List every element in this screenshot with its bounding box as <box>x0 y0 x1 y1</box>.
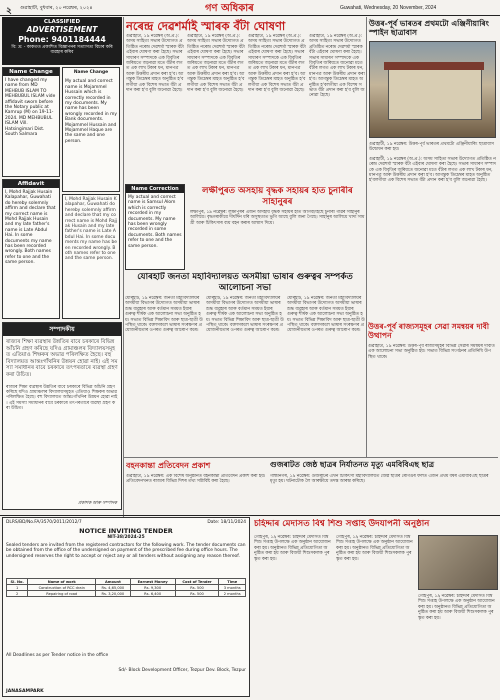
chaiduar-headline: চহিদ্দাৰ মেদাসত বিশ্ব শিশু সপ্তাহ উদযাপনী অনুষ্ঠান <box>254 519 430 529</box>
ad-body: I, Mohd Rajjak Husain Kalapahar, Guwahati do hereby solemnly affirm and declare that my correct name is Mohd Rajjak Husain and my late father's name is Late Abdul Hai. In some documents my name has been recorded wrongly. Both names refer to one and the same person. <box>65 197 117 262</box>
table-cell: Repairing of road <box>28 591 96 597</box>
ad-body: I, Mohd Rajjak Husain Kalapahar, Guwahati do hereby solemnly affirm and declare that my correct name is Mohd Rajjak Husain and my late father's name is Late Abdul Hai. In some documents my name has been recorded wrongly. Both names refer to one and the same person. <box>5 190 56 266</box>
col-divider-1 <box>123 17 124 517</box>
date-right: Guwahati, Wednesday, 20 November, 2024 <box>340 5 437 11</box>
editorial <box>2 322 122 510</box>
notice-table <box>6 578 246 597</box>
book-headline: বহনকান্তা প্ৰতিবেদন প্ৰকাশ <box>126 460 211 470</box>
ne-caption: গুৱাহাটী, ১৯ নৱেম্বৰ: উত্তৰ-পূৰ্ব ভাৰতৰ প্ৰথমটো এঞ্জিনীয়াৰিং ছাত্ৰাবাস উদ্বোধন কৰা হয়। <box>369 142 494 153</box>
classified-subtitle: ADVERTISEMENT <box>26 25 98 34</box>
ad-title: Affidavit <box>3 180 59 188</box>
notice-title: NOTICE INVITING TENDER <box>79 527 173 535</box>
sahitya-body-col-1: যোৰহাট, ১৯ নৱেম্বৰ: জনতা মহাবিদ্যালয়ৰ অসমীয়া বিভাগৰ উদ্যোগত অসমীয়া ভাষাৰ শুদ্ধ ব্যৱহাৰ আৰু বৰ্তমান সময়ত ইয়াৰ গুৰুত্ব শীৰ্ষক এক আলোচনা সভা অনুষ্ঠিত হয়। সভাত বিভিন্ন শিক্ষাবিদ আৰু ছাত্ৰ-ছাত্ৰী উপস্থিত থাকে। বক্তাসকলে ভাষাৰ সংৰক্ষণৰ প্ৰয়োজনীয়তাৰ ওপৰত গুৰুত্ব আৰোপ কৰে। <box>125 296 203 334</box>
affidavit-ad-1 <box>2 179 60 319</box>
notice-col-header: Earnest Money <box>130 579 175 585</box>
editorial-body-2: ৰাজ্যৰ শিক্ষা ব্যৱস্থাৰ উন্নতিৰ বাবে চৰকাৰে বিভিন্ন আঁচনি গ্ৰহণ কৰিছে যদিও গ্ৰামাঞ্চলৰ বিদ্যালয়সমূহত এতিয়াও শিক্ষকৰ অভাৱ পৰিলক্ষিত হৈছে। বহু বিদ্যালয়ত আন্তঃগাঁথনিৰ উন্নয়ন হোৱা নাই। এই সমস্যা সমাধানৰ বাবে চৰকাৰে তৎপৰতাৰে ব্যৱস্থা গ্ৰহণ কৰা উচিত। <box>6 384 118 412</box>
ad-title: Name Change <box>3 68 59 76</box>
table-cell: Rs. 500 <box>175 591 219 597</box>
ad-title: Name Correction <box>126 185 184 193</box>
table-cell: Rs. 9,300 <box>130 585 175 591</box>
notice-col-header: Time <box>219 579 246 585</box>
chaiduar-body-col-2: গোহপুৰ, ১৯ নৱেম্বৰ: চহিদ্দাৰ মেদাসত বিশ্ব শিশু সপ্তাহ উপলক্ষে এক অনুষ্ঠান আয়োজন কৰা হয়। অনুষ্ঠানত বিভিন্ন প্ৰতিযোগিতা অনুষ্ঠিত কৰা হয় আৰু বিজয়ী শিশুসকলক পুৰস্কৃত কৰা হয়। <box>336 535 413 562</box>
classified-phone: Phone: 9401184444 <box>18 35 106 44</box>
classified-box <box>2 17 122 65</box>
ne-body: গুৱাহাটী, ১৯ নৱেম্বৰ (অ.প্ৰ.): অসম সাহিত্য সভাৰ উদ্যোগত প্ৰতিষ্ঠিত নৰেন্দ্ৰ দেৱশৰ্মা স্মাৰক বঁটা এইবাৰ ঘোষণা কৰা হৈছে। সভাৰ সাধাৰণ সম্পাদকে এক বিবৃতিৰ জৰিয়তে জনোৱা মতে বঁটাৰ লগত এক লাখ টকাৰ ধন, মানপত্ৰ আৰু উত্তৰীয় প্ৰদান কৰা হ'ব। আগন্তুক ডিচেম্বৰ মাহত অনুষ্ঠিত হ'বলগীয়া এক বিশেষ সভাত বঁটা প্ৰদান কৰা হ'ব বুলি জনোৱা হৈছে। <box>369 156 496 184</box>
table-cell: Rs. 500 <box>175 585 219 591</box>
notice-col-header: Name of work <box>28 579 96 585</box>
lead-body-col-4: গুৱাহাটী, ১৯ নৱেম্বৰ (অ.প্ৰ.): অসম সাহিত্য সভাৰ উদ্যোগত প্ৰতিষ্ঠিত নৰেন্দ্ৰ দেৱশৰ্মা স্মাৰক বঁটা এইবাৰ ঘোষণা কৰা হৈছে। সভাৰ সাধাৰণ সম্পাদকে এক বিবৃতিৰ জৰিয়তে জনোৱা মতে বঁটাৰ লগত এক লাখ টকাৰ ধন, মানপত্ৰ আৰু উত্তৰীয় প্ৰদান কৰা হ'ব। আগন্তুক ডিচেম্বৰ মাহত অনুষ্ঠিত হ'বলগীয়া এক বিশেষ সভাত বঁটা প্ৰদান কৰা হ'ব বুলি জনোৱা হৈছে। <box>309 34 365 99</box>
notice-date: Date: 18/11/2024 <box>207 520 246 525</box>
tender-notice <box>2 517 250 697</box>
lead-body-col-1: গুৱাহাটী, ১৯ নৱেম্বৰ (অ.প্ৰ.): অসম সাহিত্য সভাৰ উদ্যোগত প্ৰতিষ্ঠিত নৰেন্দ্ৰ দেৱশৰ্মা স্মাৰক বঁটা এইবাৰ ঘোষণা কৰা হৈছে। সভাৰ সাধাৰণ সম্পাদকে এক বিবৃতিৰ জৰিয়তে জনোৱা মতে বঁটাৰ লগত এক লাখ টকাৰ ধন, মানপত্ৰ আৰু উত্তৰীয় প্ৰদান কৰা হ'ব। আগন্তুক ডিচেম্বৰ মাহত অনুষ্ঠিত হ'বলগীয়া এক বিশেষ সভাত বঁটা প্ৰদান কৰা হ'ব বুলি জনোৱা হৈছে। <box>126 34 184 94</box>
book-body: গুৱাহাটী, ১৯ নৱেম্বৰ: এক বিশেষ অনুষ্ঠানত বহনকান্তা প্ৰতিবেদন প্ৰকাশ কৰা হয়। প্ৰতিবেদনখনত ৰাজ্যৰ বিভিন্ন দিশৰ তথ্য সন্নিবিষ্ট কৰা হৈছে। <box>126 474 266 485</box>
lead-body-col-2: গুৱাহাটী, ১৯ নৱেম্বৰ (অ.প্ৰ.): অসম সাহিত্য সভাৰ উদ্যোগত প্ৰতিষ্ঠিত নৰেন্দ্ৰ দেৱশৰ্মা স্মাৰক বঁটা এইবাৰ ঘোষণা কৰা হৈছে। সভাৰ সাধাৰণ সম্পাদকে এক বিবৃতিৰ জৰিয়তে জনোৱা মতে বঁটাৰ লগত এক লাখ টকাৰ ধন, মানপত্ৰ আৰু উত্তৰীয় প্ৰদান কৰা হ'ব। আগন্তুক ডিচেম্বৰ মাহত অনুষ্ঠিত হ'বলগীয়া এক বিশেষ সভাত বঁটা প্ৰদান কৰা হ'ব বুলি জনোৱা হৈছে। <box>187 34 245 94</box>
row-divider-1 <box>124 457 498 458</box>
gujarat-body: গান্ধীনগৰ, ১৯ নৱেম্বৰ: গুজৰাটৰ এখন চিকিৎসা মহাবিদ্যালয়ত জেষ্ঠ ছাত্ৰৰ ৰেগিঙৰ ফলত এজন প্ৰথম বৰ্ষৰ এমবিবিএছ ছাত্ৰৰ মৃত্যু হয়। ঘটনাটোক লৈ আৰক্ষীয়ে তদন্ত আৰম্ভ কৰিছে। <box>270 474 489 485</box>
notice-table-wrap <box>6 578 246 597</box>
janasampark-tag: JANASAMPARK <box>6 689 44 694</box>
notice-footer: All Deadlines as per Tender notice in the office <box>6 653 109 658</box>
name-change-ad-2 <box>62 67 120 192</box>
table-row <box>7 591 246 597</box>
table-cell: 3 months <box>219 585 246 591</box>
ne-headline: উত্তৰ-পূৰ্ব ভাৰতৰ প্ৰথমটো এঞ্জিনীয়াৰিং স্পাইন ছাত্ৰাবাস <box>369 19 489 37</box>
table-cell: 2 <box>7 591 28 597</box>
editorial-signature: প্ৰকাশক আৰু সম্পাদক <box>77 500 117 506</box>
elderly-body: লক্ষীপুৰ, ১৯ নৱেম্বৰ: লক্ষীপুৰৰ এজন অসহায় বৃদ্ধক সহায়ৰ হাত আগবঢ়াইছে চুনাৰী গাঁৱৰ সাহানুৰ আলিয়ে। বৃদ্ধগৰাকীয়ে দীৰ্ঘদিন ধৰি অসুস্থতাত ভুগি আছে বুলি জনা গৈছে। সাহানুৰ আলিয়ে খাদ্য সামগ্ৰী আৰু চিকিৎসাৰ ব্যয় বহন কৰাৰ আশ্বাস দিয়ে। <box>190 210 365 226</box>
name-change-ad-1 <box>2 67 60 177</box>
notice-ref: DLRS/BD/No.FA/3570/2011/2012/7 <box>6 520 82 525</box>
col-divider-2 <box>366 17 367 457</box>
chaiduar-body-col-3: গোহপুৰ, ১৯ নৱেম্বৰ: চহিদ্দাৰ মেদাসত বিশ্ব শিশু সপ্তাহ উপলক্ষে এক অনুষ্ঠান আয়োজন কৰা হয়। অনুষ্ঠানত বিভিন্ন প্ৰতিযোগিতা অনুষ্ঠিত কৰা হয় আৰু বিজয়ী শিশুসকলক পুৰস্কৃত কৰা হয়। <box>418 594 495 621</box>
sahitya-body-col-3: যোৰহাট, ১৯ নৱেম্বৰ: জনতা মহাবিদ্যালয়ৰ অসমীয়া বিভাগৰ উদ্যোগত অসমীয়া ভাষাৰ শুদ্ধ ব্যৱহাৰ আৰু বৰ্তমান সময়ত ইয়াৰ গুৰুত্ব শীৰ্ষক এক আলোচনা সভা অনুষ্ঠিত হয়। সভাত বিভিন্ন শিক্ষাবিদ আৰু ছাত্ৰ-ছাত্ৰী উপস্থিত থাকে। বক্তাসকলে ভাষাৰ সংৰক্ষণৰ প্ৰয়োজনীয়তাৰ ওপৰত গুৰুত্ব আৰোপ কৰে। <box>287 296 365 334</box>
editorial-body: ৰাজ্যৰ শিক্ষা ব্যৱস্থাৰ উন্নতিৰ বাবে চৰকাৰে বিভিন্ন আঁচনি গ্ৰহণ কৰিছে যদিও গ্ৰামাঞ্চলৰ বিদ্যালয়সমূহত এতিয়াও শিক্ষকৰ অভাৱ পৰিলক্ষিত হৈছে। বহু বিদ্যালয়ত আন্তঃগাঁথনিৰ উন্নয়ন হোৱা নাই। এই সমস্যা সমাধানৰ বাবে চৰকাৰে তৎপৰতাৰে ব্যৱস্থা গ্ৰহণ কৰা উচিত। <box>6 339 118 378</box>
page-number: ২ <box>6 5 12 15</box>
table-cell: 2 months <box>219 591 246 597</box>
table-cell: Construction of RCC drain <box>28 585 96 591</box>
date-left: গুৱাহাটী, বুধবাৰ, ২০ নৱেম্বৰ, ২০২৪ <box>20 5 93 11</box>
elderly-headline: লক্ষীপুৰত অসহায় বৃদ্ধক সহায়ৰ হাত চুনাৰীৰ সাহানুৰৰ <box>202 186 353 207</box>
table-cell: Rs. 6,400 <box>130 591 175 597</box>
editorial-title: সম্পাদকীয় <box>3 323 121 336</box>
notice-col-header: Sl. No. <box>7 579 28 585</box>
hostel-photo <box>369 41 496 138</box>
sahitya-body-col-2: যোৰহাট, ১৯ নৱেম্বৰ: জনতা মহাবিদ্যালয়ৰ অসমীয়া বিভাগৰ উদ্যোগত অসমীয়া ভাষাৰ শুদ্ধ ব্যৱহাৰ আৰু বৰ্তমান সময়ত ইয়াৰ গুৰুত্ব শীৰ্ষক এক আলোচনা সভা অনুষ্ঠিত হয়। সভাত বিভিন্ন শিক্ষাবিদ আৰু ছাত্ৰ-ছাত্ৰী উপস্থিত থাকে। বক্তাসকলে ভাষাৰ সংৰক্ষণৰ প্ৰয়োজনীয়তাৰ ওপৰত গুৰুত্ব আৰোপ কৰে। <box>206 296 284 334</box>
notice-col-header: Cost of Tender <box>175 579 219 585</box>
notice-subtitle: NIT-38/2024-25 <box>107 535 145 540</box>
hostel-building <box>388 68 482 120</box>
ad-body: I have changed my name from MD MEHBUB ISLAM TO MEHBUBUL ISLAM vide affidavit sworn before the Notary public at Kamrup (M) on 19-11-2024. MD MEHBUBUL ISLAM Vill. Hatsingimari Dist. South Salmara <box>5 78 56 138</box>
table-cell: Rs. 4,65,000 <box>96 585 131 591</box>
ad-body: My actual and correct name is Samsul Alom which is correctly recorded in my documents. My name has been wrongly recorded in some documents. Both names refer to one and the same person. <box>128 195 182 249</box>
chaiduar-photo <box>418 535 498 590</box>
row-divider-2 <box>0 515 500 516</box>
table-cell: Rs. 3,20,000 <box>96 591 131 597</box>
ne-hostel-story <box>367 17 498 317</box>
lead-body-col-3: গুৱাহাটী, ১৯ নৱেম্বৰ (অ.প্ৰ.): অসম সাহিত্য সভাৰ উদ্যোগত প্ৰতিষ্ঠিত নৰেন্দ্ৰ দেৱশৰ্মা স্মাৰক বঁটা এইবাৰ ঘোষণা কৰা হৈছে। সভাৰ সাধাৰণ সম্পাদকে এক বিবৃতিৰ জৰিয়তে জনোৱা মতে বঁটাৰ লগত এক লাখ টকাৰ ধন, মানপত্ৰ আৰু উত্তৰীয় প্ৰদান কৰা হ'ব। আগন্তুক ডিচেম্বৰ মাহত অনুষ্ঠিত হ'বলগীয়া এক বিশেষ সভাত বঁটা প্ৰদান কৰা হ'ব বুলি জনোৱা হৈছে। <box>248 34 306 94</box>
hostel-roof <box>384 62 484 70</box>
ad-title: Name Change <box>73 70 109 75</box>
affidavit-ad-2 <box>62 194 120 319</box>
classified-title: CLASSIFIED <box>43 19 81 25</box>
kamrup-headline: উত্তৰ-পূৰ্ব ৰাজ্যসমূহৰ সেৱা সমন্বয়ৰ দাবী উত্থাপন <box>368 322 490 340</box>
notice-body: Sealed tenders are invited from the registered contractors for the following work. The tender documents can be obtained from the office of the undersigned on payment of the prescribed fee during office hours. The undersigned reserves the right to accept or reject any or all tenders without assigning any reason thereof. <box>6 543 246 559</box>
ad-body: My actual and correct name is Mojammel Hussain which is correctly recorded in my documents. My name has been wrongly recorded in my Bank documents. Mojammel Hussain and Mojammel Haque are the same and one person. <box>65 79 117 144</box>
sahitya-headline: যোৰহাট জনতা মহাবিদ্যালয়ত অসমীয়া ভাষাৰ গুৰুত্বৰ সম্পৰ্কত আলোচনা সভা <box>137 272 353 293</box>
notice-sign: Sd/- Block Development Officer, Tezpur Dev. Block, Tezpur <box>118 668 246 673</box>
chaiduar-body-col-1: গোহপুৰ, ১৯ নৱেম্বৰ: চহিদ্দাৰ মেদাসত বিশ্ব শিশু সপ্তাহ উপলক্ষে এক অনুষ্ঠান আয়োজন কৰা হয়। অনুষ্ঠানত বিভিন্ন প্ৰতিযোগিতা অনুষ্ঠিত কৰা হয় আৰু বিজয়ী শিশুসকলক পুৰস্কৃত কৰা হয়। <box>254 535 331 562</box>
lead-headline: নৰেন্দ্ৰ দেৱশৰ্মাই স্মাৰক বঁটা ঘোষণা <box>126 19 286 33</box>
name-correction-ad <box>125 184 185 270</box>
kamrup-body: গুৱাহাটী, ১৯ নৱেম্বৰ: উত্তৰ-পূৰ্ব ৰাজ্যসমূহৰ বিভিন্ন সেৱাৰ সমন্বয়ৰ দাবীত এক আলোচনা সভা অনুষ্ঠিত হয়। সভাত বিভিন্ন সংগঠনৰ প্ৰতিনিধি উপস্থিত থাকে। <box>368 344 495 360</box>
table-cell: 1 <box>7 585 28 591</box>
classified-note: বি: দ্ৰ: - কাকতত প্ৰকাশিত বিজ্ঞাপনৰ সত্যাসত্য বিচাৰ কৰি ব্যৱহাৰ কৰিব <box>11 45 113 56</box>
masthead-logo: গণ অধিকাৰ <box>205 3 254 14</box>
gujarat-headline: গুজৰাটত জেষ্ঠ ছাত্ৰৰ নিৰ্যাতনত মৃত্যু এমবিবিএছ ছাত্ৰ <box>270 460 435 469</box>
masthead <box>0 0 500 16</box>
masthead-divider <box>0 15 500 16</box>
notice-col-header: Amount <box>96 579 131 585</box>
